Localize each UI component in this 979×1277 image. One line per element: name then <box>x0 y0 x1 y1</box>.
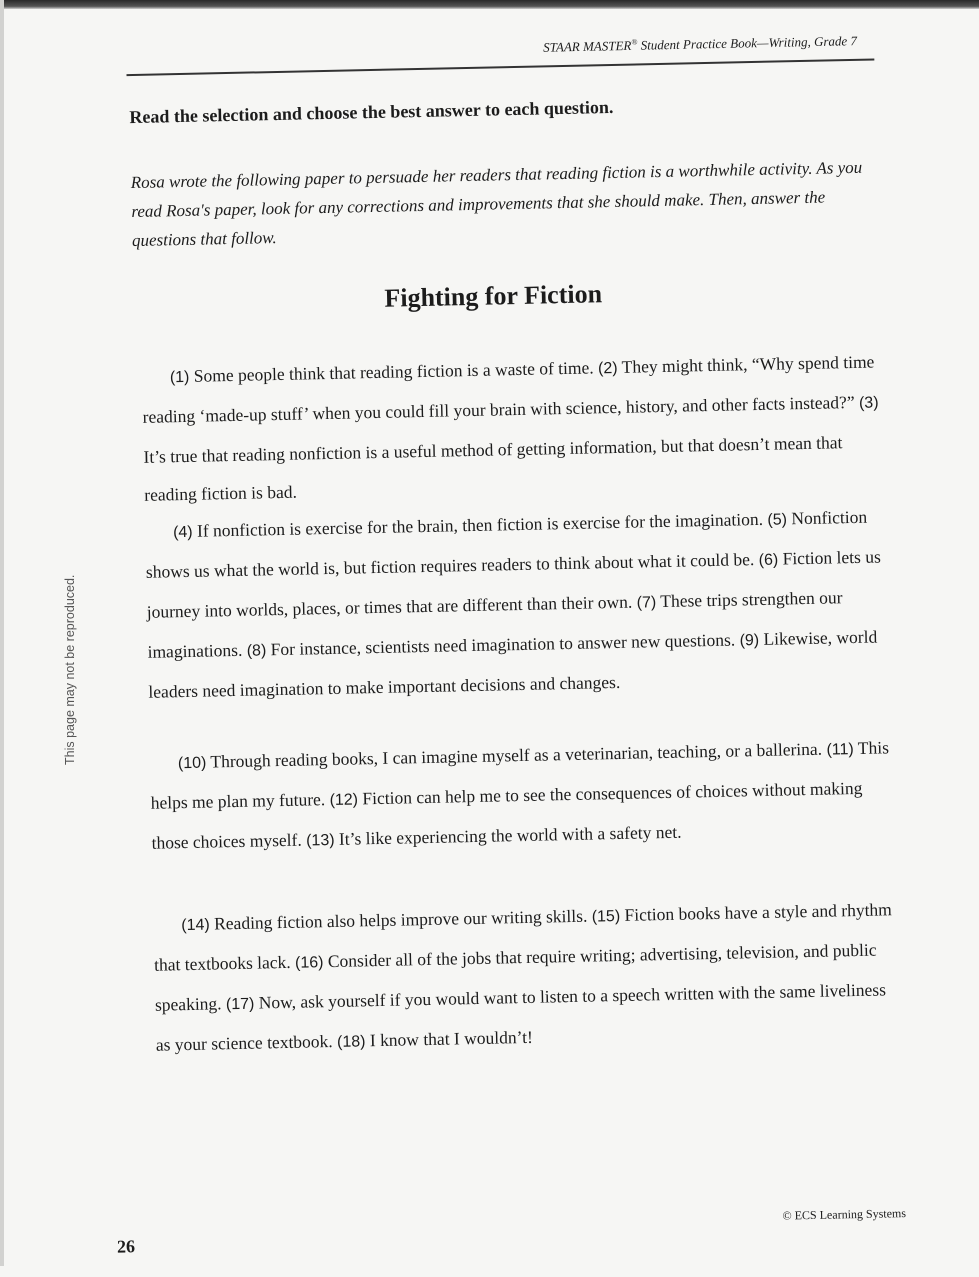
intro: Rosa wrote the following paper to persuade her readers that reading fiction is a worthwhile activity. As you read Rosa's paper, look for any corrections and improvements that she should make. Then, answer the questions that follow. <box>130 157 863 251</box>
sentence-number: (18) <box>336 1033 366 1051</box>
sentence-number: (5) <box>767 511 788 529</box>
sentence: If nonfiction is exercise for the brain, then fiction is exercise for the imagination. <box>196 508 764 541</box>
paragraph-3 <box>150 728 897 864</box>
sentence-number: (3) <box>858 394 879 412</box>
sentence: Fiction lets us journey into worlds, places, or times that are different than their own. <box>146 546 881 622</box>
sentence-number: (2) <box>597 359 618 378</box>
sentence: Consider all of the jobs that require writing; advertising, television, and public speaking. <box>154 939 877 1015</box>
sentence-number: (7) <box>636 594 657 612</box>
instruction: Read the selection and choose the best answer to each question. <box>129 96 614 128</box>
sentence-number: (8) <box>246 642 267 660</box>
sentence: It’s true that reading nonfiction is a useful method of getting information, but that doesn’t mean that reading fiction is bad. <box>143 432 843 505</box>
sentence-number: (15) <box>591 907 621 926</box>
sentence-number: (1) <box>169 368 190 387</box>
sentence: Nonfiction shows us what the world is, but fiction requires readers to think about what it could be. <box>145 506 868 582</box>
sentence: It’s like experiencing the world with a safety net. <box>338 821 682 849</box>
sentence-number: (17) <box>225 995 255 1014</box>
sentence: For instance, scientists need imagination to answer new questions. <box>270 629 736 660</box>
article-title: Fighting for Fiction <box>384 279 603 313</box>
sentence-number: (16) <box>294 954 324 972</box>
header-rule <box>126 58 874 75</box>
sentence: Reading fiction also helps improve our writing skills. <box>213 905 588 934</box>
registered-mark: ® <box>631 37 638 47</box>
paragraph-4 <box>153 890 901 1066</box>
sentence-number: (6) <box>758 551 779 569</box>
sentence-number: (10) <box>177 754 207 773</box>
sentence: Likewise, world leaders need imagination to make important decisions and changes. <box>148 626 878 702</box>
paragraph-2 <box>145 497 894 711</box>
sentence-number: (11) <box>826 741 854 759</box>
sentence: These trips strengthen our imaginations. <box>147 587 843 662</box>
sentence: I know that I wouldn’t! <box>369 1026 534 1051</box>
sentence: This helps me plan my future. <box>150 737 890 813</box>
sentence: Some people think that reading fiction is a waste of time. <box>193 357 594 386</box>
sentence-number: (9) <box>739 631 760 650</box>
sentence-number: (4) <box>172 523 193 542</box>
running-head <box>543 33 857 56</box>
paragraph-1 <box>141 342 889 514</box>
sentence: Fiction books have a style and rhythm that textbooks lack. <box>153 899 893 975</box>
book-subtitle: Student Practice Book—Writing, Grade 7 <box>640 33 858 53</box>
sentence: Now, ask yourself if you would want to listen to a speech written with the same liveliness as your science textbook. <box>155 979 887 1055</box>
sentence: Through reading books, I can imagine myself as a veterinarian, teaching, or a ballerina. <box>210 738 823 772</box>
book-title: STAAR MASTER <box>543 37 632 55</box>
sentence: Fiction can help me to see the consequences of choices without making those choices myself. <box>151 777 863 853</box>
reproduction-notice: This page may not be reproduced. <box>63 574 77 765</box>
sentence: They might think, “Why spend time reading ‘made-up stuff’ when you could fill your brain with science, history, and other facts instead?” <box>142 351 875 427</box>
page-number: 26 <box>116 1236 136 1257</box>
sentence-number: (12) <box>329 791 359 810</box>
copyright-notice: © ECS Learning Systems <box>782 1206 907 1223</box>
sentence-number: (13) <box>305 831 335 850</box>
sentence-number: (14) <box>181 916 210 935</box>
